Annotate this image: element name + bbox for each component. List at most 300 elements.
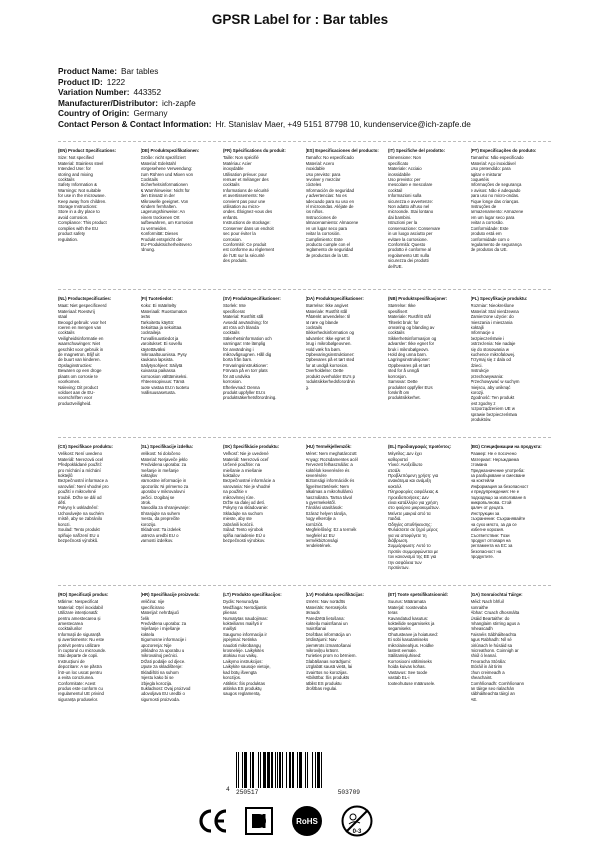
spec-line: sted for å unngå — [388, 368, 420, 374]
spec-line: izvairītos no korozijas. — [305, 669, 348, 675]
spec-line: conservazione: Conservare — [388, 225, 441, 231]
spec-line: стомана — [470, 462, 488, 468]
spec-line: διάβρωση. — [388, 537, 409, 543]
spec-line: Materiál: Nerezová ocel — [58, 456, 104, 462]
spec-line: brīdinājumi: Nav — [305, 637, 337, 643]
spec-line: Materiale: Rustfritt stål — [388, 314, 431, 320]
spec-line: microonde. Stai lontano — [388, 209, 434, 215]
spec-line: безопасност на — [470, 548, 502, 554]
spec-line: brug i mikrobølgeovnen. — [305, 341, 352, 347]
spec-line: Kavandatud kasutus: — [388, 615, 429, 621]
spec-line: koktélok keverésére és — [305, 467, 350, 473]
certification-symbols — [196, 804, 396, 840]
spec-line: naudoti mikrobangų — [223, 642, 261, 648]
spec-line: Utilizare intenționată: — [58, 610, 99, 616]
spec-line: Anyag: Rozsdamentes acél — [305, 456, 358, 462]
spec-line: Paredzētā lietošana: — [305, 615, 345, 621]
spec-line: Zgodność: Ten produkt — [470, 395, 515, 401]
spec-line: oiriúnach le húsáid sa — [470, 642, 513, 648]
spec-line: mikrovågsugnen. Håll dig — [223, 352, 272, 358]
spec-line: Μέγεθος: Δεν έχει — [388, 451, 422, 457]
spec-line: cócteles — [305, 182, 322, 188]
spec-line: a gyermekektől. — [305, 500, 336, 506]
spec-line: Yhteensopivuus: Tämä — [140, 379, 185, 385]
spec-line: produs este conform cu — [58, 685, 103, 691]
spec-line: rendeletének. — [305, 543, 332, 549]
language-heading: (LT) Produkto specifikacijos: — [223, 592, 282, 597]
spec-line: Material: Nerjaveče jeklo — [140, 456, 188, 462]
spec-line: opozorila: Ni primerno za — [140, 483, 189, 489]
rohs-icon — [290, 804, 324, 838]
language-block — [471, 592, 549, 733]
spec-line: micreathonn. Coinnigh ar — [470, 648, 519, 654]
spec-line: Συμμόρφωση: Αυτό το — [388, 543, 431, 549]
spec-line: miješanje i miješanje — [140, 626, 181, 632]
spec-line: miejscu, aby uniknąć — [470, 384, 511, 390]
spec-line: mikrovlnnej rúre. — [223, 494, 255, 500]
spec-line: at røre og blande — [305, 319, 339, 325]
spec-line: Store in a dry place to — [58, 209, 100, 215]
spec-line: ondes. Éloignez-vous des — [223, 209, 273, 215]
language-heading: (PL) Specyfikacje produktu: — [470, 296, 528, 301]
spec-line: Conformità: Questo — [388, 241, 426, 247]
spec-line: Opbevares på et tørt sted — [305, 357, 355, 363]
spec-line: Φυλάσσετε σε ξηρό μέρος — [388, 527, 438, 533]
spec-line: Varnostne informacije in — [140, 478, 187, 484]
spec-line: corrosion. — [223, 236, 242, 242]
spec-line: tooteohutuse määrusele. — [388, 680, 436, 686]
spec-line: rdnung. — [140, 247, 156, 253]
spec-line: produktet oppfyller EUs — [388, 384, 433, 390]
spec-line: Biztonsági információk és — [305, 478, 355, 484]
spec-line: drošības regulai. — [305, 685, 338, 691]
spec-line: Tervezett felhasználás: a — [305, 462, 353, 468]
spec-line: Conformité: Ce produit — [223, 241, 267, 247]
spec-line: varningar: Inte lämplig — [223, 341, 266, 347]
spec-line: Warnings: Not suitable — [58, 187, 102, 193]
spec-line: regulamentul UE privind — [58, 691, 104, 697]
spec-line: Υλικό: Ανοξείδωτο — [388, 462, 423, 468]
spec-line: korozi. — [58, 521, 71, 527]
spec-line: siguranța produselor. — [58, 696, 99, 702]
spec-line: Storlek: Inte — [223, 303, 246, 309]
spec-line: maišyti — [223, 626, 237, 632]
spec-line: Предназначение употреба: — [470, 467, 525, 473]
spec-line: kokteiļu maisīšanai un — [305, 621, 348, 627]
spec-line: megfelel az EU — [305, 532, 335, 538]
spec-line: Uso pretendido: para — [470, 166, 511, 172]
header-label: Contact Person & Contact Information: — [58, 118, 212, 129]
spec-line: voldoet aan de EU- — [58, 389, 95, 395]
spec-line: Uso previsto: para — [305, 171, 341, 177]
spec-line: spesifisert — [388, 308, 408, 314]
spec-line: Instrucțiuni de — [58, 658, 85, 664]
spec-line: Förvaringsinstruktioner: — [223, 362, 268, 368]
spec-line: használatra. Tartsa távol — [305, 494, 352, 500]
spec-line: et avertissements: Ne — [223, 193, 265, 199]
spec-line: Mikrowelle geeignet. Von — [140, 198, 189, 204]
header-value: 443352 — [133, 87, 162, 98]
spec-line: Istruzioni per la — [388, 220, 418, 226]
spec-line: miešanie a miešanie — [223, 467, 263, 473]
spec-line: Sukladnost: Ovaj proizvod — [140, 685, 191, 691]
language-block — [223, 444, 301, 585]
spec-line: depozitare: A se păstra — [58, 664, 102, 670]
spec-line: bezpieczeństwie i — [470, 335, 505, 341]
spec-line: kaukana lapsista. — [140, 357, 174, 363]
spec-line: Určené použitie: na — [223, 462, 261, 468]
spec-line: for at undgå korrosion. — [305, 362, 349, 368]
spec-line: Efterlevnad: Denna — [223, 384, 260, 390]
header-row — [58, 108, 471, 119]
spec-line: Produkt entspricht der — [140, 236, 183, 242]
spec-line: kokteilide segamiseks ja — [388, 621, 435, 627]
spec-line: mescolare e mescolare — [388, 182, 433, 188]
spec-line: kokteiliams maišyti ir — [223, 621, 263, 627]
spec-line: an táirge seo rialachán — [470, 685, 514, 691]
spec-line: korroosion välttämiseksi. — [140, 373, 188, 379]
barcode-bars — [236, 752, 360, 788]
spec-line: Material: Stainless steel — [58, 160, 104, 166]
spec-line: použití v mikrovlnné — [58, 489, 96, 495]
spec-line: staal — [58, 314, 68, 320]
spec-line: mikroviļņu krāsnī. — [305, 648, 339, 654]
language-heading: (SK) Špecifikácie produktu: — [223, 444, 280, 449]
spec-line: produkt uppfyller EU:s — [223, 389, 266, 395]
spec-line: Velikost: Ni določeno — [140, 451, 181, 457]
spec-line: για να αποφύγετε τη — [388, 532, 427, 538]
spec-line: Comhlíonadh: Comhlíonann — [470, 680, 525, 686]
spec-line: Материал: Неръждаема — [470, 456, 519, 462]
spec-line: en un lugar seco para — [305, 225, 348, 231]
spec-line: далеч от децата. — [470, 505, 505, 511]
spec-line: Προβλεπόμενη χρήση: για — [388, 473, 439, 479]
spec-line: Naleving: Dit product — [58, 384, 98, 390]
header-label: Product Name: — [58, 66, 118, 76]
spec-line: Opbevaringsinstruktioner: — [305, 352, 355, 358]
header-value: 1222 — [106, 76, 126, 87]
language-heading: (PT) Especificações do produto: — [470, 148, 537, 153]
spec-line: Mărime: Nespecificat — [58, 599, 99, 605]
spec-line: Sikkerhedsinformation og — [305, 330, 354, 336]
spec-line: izbjegla korozija. — [140, 680, 173, 686]
spec-line: Tamanho: Não especificado — [470, 155, 524, 161]
spec-line: mieszania i mieszania — [470, 319, 513, 325]
spec-line: inoxydable — [223, 166, 244, 172]
spec-line: Bezpečnostné informácie a — [223, 478, 275, 484]
header-label: Manufacturer/Distributor: — [58, 97, 159, 108]
spec-line: Oppbevares på et tørt — [388, 362, 430, 368]
spec-line: specificirano — [140, 604, 165, 610]
spec-line: convient pas pour une — [223, 198, 266, 204]
spec-line: Turieties prom no bērniem. — [305, 653, 357, 659]
spec-line: Materiale: Rustfrit stål — [305, 308, 348, 314]
age-range-text: 0-3 — [352, 829, 362, 835]
spec-line: koktela — [140, 631, 155, 637]
spec-line: cocktailurilor — [58, 626, 82, 632]
spec-line: Sicherheitsinformationen — [140, 182, 188, 188]
spec-line: mikrovalnoj pećnici. — [140, 653, 178, 659]
spec-line: Maat: Niet gespecificeerd — [58, 303, 107, 309]
spec-line: την ασφάλεια των — [388, 559, 422, 565]
spec-line: Koko: Ei määritelty — [140, 303, 177, 309]
spec-line: sigurnosti proizvoda. — [140, 696, 180, 702]
spec-line: kuchence mikrofalowej. — [470, 352, 516, 358]
spec-line: EU-Produktsicherheitsvero — [140, 241, 192, 247]
spec-line: advarsler: Ikke egnet for — [388, 341, 435, 347]
spec-line: Turvallisuustiedot ja — [140, 335, 179, 341]
language-block — [141, 444, 219, 585]
spec-line: Ábhar: Cruach dhosmálta — [470, 610, 520, 616]
language-block — [471, 444, 549, 585]
spec-line: roduktsikkerhedsforordnin — [305, 379, 355, 385]
spec-line: pro míchání a míchání — [58, 467, 101, 473]
spec-line: καθοριστεί — [388, 456, 408, 462]
spec-line: sprawie bezpieczeństwa — [470, 411, 518, 417]
spec-line: plaats om corrosie te — [58, 373, 98, 379]
spec-line: Upute za skladištenje: — [140, 664, 183, 670]
spec-line: coquetéis — [470, 177, 489, 183]
spec-line: Cocktails — [140, 177, 158, 183]
spec-line: Držte sa ďalej od detí. — [223, 500, 266, 506]
spec-line: conformidade com o — [470, 236, 510, 242]
spec-line: rvallisuusasetusta. — [140, 389, 176, 395]
spec-line: Trzymaj się z dala od — [470, 357, 511, 363]
spec-line: för användning i — [223, 346, 254, 352]
spec-line: segamiseks — [388, 626, 411, 632]
spec-line: lastest eemale. — [388, 648, 417, 654]
spec-line: revolver y mezclar — [305, 177, 341, 183]
spec-line: Οδηγίες αποθήκευσης: — [388, 521, 432, 527]
spec-line: krosnelėje. Laikykitės — [223, 648, 264, 654]
spec-line: specificato — [388, 160, 409, 166]
spec-line: Materiāls: Nerūsējošs — [305, 604, 347, 610]
spec-line: regulation. — [58, 236, 79, 242]
spec-line: korróziót. — [305, 521, 324, 527]
spec-line: Materjal: roostevaba — [388, 604, 427, 610]
header-label: Product ID: — [58, 76, 103, 87]
spec-line: είναι κατάλληλο για χρήση — [388, 500, 438, 506]
spec-line: Materiał: Stal nierdzewna — [470, 308, 519, 314]
spec-line: Korrosiooni vältimiseks — [388, 658, 432, 664]
spec-line: productveiligheid. — [58, 400, 92, 406]
spec-line: splňuje nařízení EU o — [58, 532, 100, 538]
spec-line: voorkomen. — [58, 379, 81, 385]
spec-line: Shranjujte na suhem — [140, 510, 180, 516]
spec-line: evitar la corrosión. — [305, 231, 341, 237]
spec-line: korozji. — [470, 389, 485, 395]
spec-line: ustreza uredbi EU o — [140, 532, 179, 538]
spec-line: przechowywania: — [470, 373, 504, 379]
language-heading: (LV) Produkta specifikācijas: — [305, 592, 364, 597]
ean-barcode — [236, 752, 360, 798]
spec-line: Material: Acero — [305, 160, 335, 166]
spec-line: Skladnost: Ta izdelek — [140, 527, 181, 533]
spec-line: Suurus: Määramata — [388, 599, 426, 605]
spec-line: Predviđena uporaba: za — [140, 621, 187, 627]
spec-line: regolamento UE sulla — [388, 252, 430, 258]
language-heading: (ET) Toote spetsifikatsioonid: — [388, 592, 449, 597]
spec-line: Ei sobi kasutamiseks — [388, 637, 429, 643]
spec-line: el microondas. Aléjate de — [305, 204, 354, 210]
language-heading: (GA) Sonraíochtaí Táirge: — [470, 592, 523, 597]
spec-line: roeren en mengen van — [58, 325, 102, 331]
spec-line: zabránili korózii. — [223, 521, 254, 527]
spec-line: Lagringsinstruksjoner: — [388, 357, 431, 363]
spec-line: Fique longe das crianças. — [470, 198, 520, 204]
language-block — [58, 148, 136, 289]
header-value: Bar tables — [121, 66, 159, 76]
spec-line: Megfelelőség: Ez a termék — [305, 527, 357, 533]
spec-line: figyelmeztetések: Nem — [305, 483, 349, 489]
spec-line: Instructions de stockage: — [223, 220, 271, 226]
spec-line: Intended Use: for — [58, 166, 91, 172]
spec-line: Faisnéis Sábháilteachta — [470, 631, 517, 637]
spec-line: koktajli — [470, 325, 484, 331]
language-heading: (EL) Προδιαγραφές προϊόντος: — [388, 444, 452, 449]
spec-line: Konformität: Dieses — [140, 231, 178, 237]
spec-line: mheascadh — [470, 626, 493, 632]
spec-line: и предупреждения: Не е — [470, 489, 520, 495]
spec-line: Materiaal: Roestvrij — [58, 308, 95, 314]
spec-line: teräs — [140, 314, 151, 320]
spec-line: para uso no micro-ondas. — [470, 193, 520, 199]
language-row — [58, 437, 551, 585]
spec-line: sonraithe — [470, 604, 489, 610]
barcode-left-group: 250517 — [236, 789, 259, 796]
spec-line: Glabāšanas norādījumi: — [305, 658, 351, 664]
spec-line: Veličina: nije — [140, 599, 165, 605]
spec-line: korozijo. — [140, 521, 157, 527]
spec-line: almacenamiento: Almacene — [305, 220, 359, 226]
language-block — [58, 444, 136, 585]
spec-line: cocktails — [223, 182, 240, 188]
spec-line: alkalmas a mikrohullámú — [305, 489, 353, 495]
spec-line: προειδοποιήσεις: Δεν — [388, 494, 429, 500]
spec-line: Informații de siguranță — [58, 631, 101, 637]
spec-line: подходящо за използване в — [470, 494, 526, 500]
spec-line: Compliance: This product — [58, 220, 107, 226]
spec-line: Stai departe de copii. — [58, 653, 99, 659]
language-block — [306, 148, 384, 289]
spec-line: pečici. Izogibaj se — [140, 494, 175, 500]
language-row — [58, 141, 551, 289]
spec-line: Samsvar: Dette — [388, 379, 418, 385]
spec-line: Sigurnosne informacije i — [140, 637, 187, 643]
spec-line: Material: Edelstahl — [140, 160, 176, 166]
spec-line: Hold væk fra børn. — [305, 346, 342, 352]
spec-line: Säilytysohjeet: Säilytä — [140, 362, 183, 368]
page-title: GPSR Label for : Bar tables — [211, 12, 389, 27]
spec-line: Dydis: Nenurodyta — [223, 599, 259, 605]
spec-line: Informazioni sulla — [388, 193, 422, 199]
spec-line: dai bambini. — [388, 214, 412, 220]
spec-line: dětí. — [58, 500, 67, 506]
language-heading: (ES) Especificaciones del producto: — [305, 148, 379, 153]
language-block — [471, 296, 549, 437]
spec-line: Pokyny k uskladnění: — [58, 505, 99, 511]
spec-line: atbilst ES produktu — [305, 680, 342, 686]
spec-line: Skladujte na suchom — [223, 510, 263, 516]
spec-line: Uso previsto: per — [388, 177, 421, 183]
spec-line: pentru amestecarea și — [58, 615, 101, 621]
spec-line: cocktail — [388, 187, 403, 193]
spec-line: att röra och blanda — [223, 325, 259, 331]
spec-line: voorschriften voor — [58, 395, 93, 401]
spec-line: prodotto è conforme al — [388, 247, 431, 253]
spec-line: Conserver dans un endroit — [223, 225, 274, 231]
spec-line: sec pour éviter la — [223, 231, 256, 237]
header-row — [58, 87, 471, 98]
spec-line: forskrift om — [388, 389, 410, 395]
language-heading: (SV) Produktspecifikationer: — [223, 296, 281, 301]
header-value: Germany — [133, 108, 168, 119]
spec-line: στο φούρνο μικροκυμάτων. — [388, 505, 440, 511]
spec-line: Μείνετε μακριά από τα — [388, 510, 431, 516]
spec-line: продуктите. — [470, 554, 494, 560]
spec-line: amestecarea — [58, 621, 83, 627]
spec-line: Информация за безопасност — [470, 483, 529, 489]
spec-grid — [58, 141, 551, 733]
spec-line: προϊόντων. — [388, 564, 410, 570]
spec-line: Medžiaga: Nerūdijantis — [223, 604, 267, 610]
spec-line: produkt overholder EU's p — [305, 373, 356, 379]
language-heading: (BG) Спецификации на продукта: — [470, 444, 542, 449]
spec-line: cocktails — [223, 330, 240, 336]
spec-line: mešanje in mešanje — [140, 467, 179, 473]
spec-line: na použitie v — [223, 489, 248, 495]
spec-line: AE. — [470, 696, 478, 702]
spec-line: korrosjon. — [388, 373, 407, 379]
spec-line: на коктейли — [470, 478, 495, 484]
spec-line: waarschuwingen: Niet — [58, 341, 101, 347]
spec-line: hogy elkerülje a — [305, 516, 336, 522]
language-heading: (SL) Specifikacije izdelka: — [140, 444, 194, 449]
spec-line: kad būtų išvengta — [223, 669, 257, 675]
spec-line: Treoracha Stórála: — [470, 658, 506, 664]
spec-line: sicurezza dei prodotti — [388, 258, 429, 264]
spec-line: for use in the microwave. — [58, 193, 106, 199]
spec-line: Materiale: Acciaio — [388, 166, 422, 172]
spec-line: korrosion. — [223, 379, 242, 385]
spec-line: Méid: Nach bhfuil — [470, 599, 504, 605]
spec-line: produktsäkerhetsförordning. — [223, 395, 277, 401]
spec-line: y advertencias: No es — [305, 193, 347, 199]
spec-line: Méret: Nem meghatározott — [305, 451, 357, 457]
language-block — [58, 296, 136, 437]
spec-line: się do stosowania w — [470, 346, 509, 352]
spec-line: borta från barn. — [223, 357, 253, 363]
spec-line: Materijal: nehrđajući — [140, 610, 179, 616]
spec-line: Conformitate: Acest — [58, 680, 96, 686]
spec-line: Hold deg unna barn. — [388, 352, 427, 358]
barcode-bar — [322, 752, 323, 788]
spec-line: de l'UE sur la sécurité — [223, 252, 265, 258]
spec-line: atokiau nuo vaikų. — [223, 653, 258, 659]
spec-line: Bezpečnostní informace a — [58, 478, 108, 484]
spec-line: koktailov — [223, 473, 240, 479]
spec-line: producto cumple con el — [305, 241, 350, 247]
spec-line: keverésére — [305, 473, 327, 479]
language-heading: (NL) Productspecificaties: — [58, 296, 112, 301]
spec-line: specificerat — [223, 308, 245, 314]
spec-line: mikrolaineahjus. Hoidke — [388, 642, 434, 648]
spec-line: Инструкции за — [470, 510, 500, 516]
spec-line: Numatytas naudojimas: — [223, 615, 268, 621]
spec-line: de magnetron. Blijf uit — [58, 352, 100, 358]
spec-line: на сухо място, за да се — [470, 521, 517, 527]
spec-line: chun creimeadh a — [470, 669, 505, 675]
